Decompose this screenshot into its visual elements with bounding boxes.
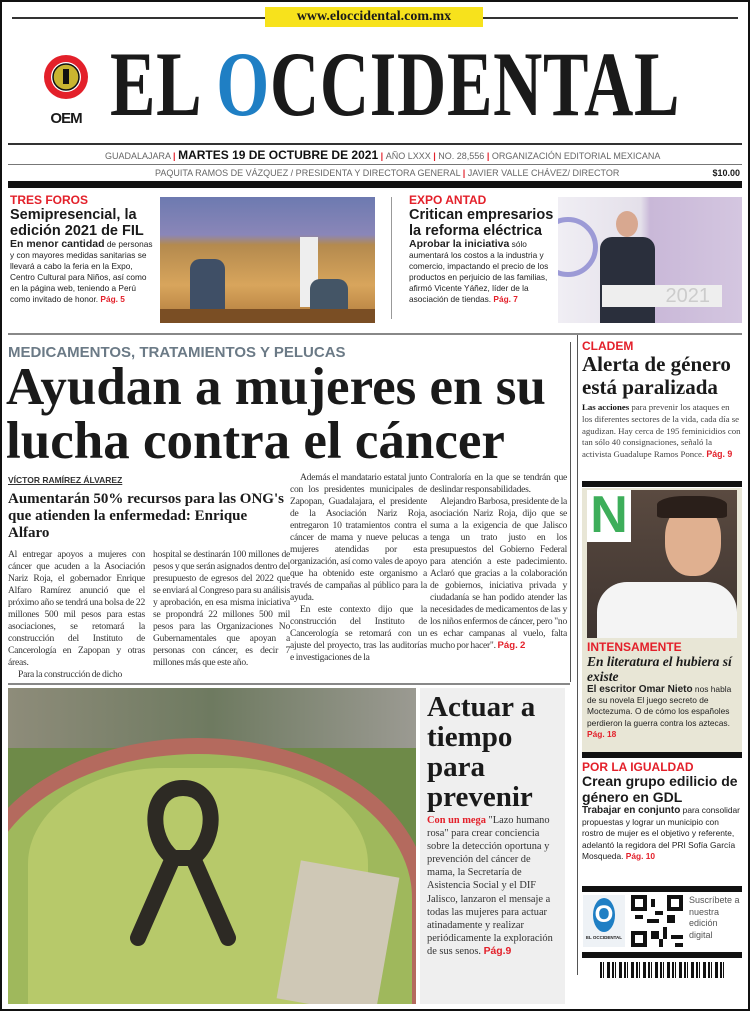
top-left-story[interactable] xyxy=(10,193,158,305)
staff-director: JAVIER VALLE CHÁVEZ/ DIRECTOR xyxy=(467,168,620,178)
paragraph: hospital se destinarán 100 millones de pesos y que serán asignados dentro del presupuesto de egresos del 2022 que se enviará al Congreso para su análisis y aprobación, en esa misma iniciativa se propondrá 22 millones 500 mil pesos para las Organizaciones No Gubernamentales que apoyan a personas con cáncer, es decir 7 millones más que este año. xyxy=(153,549,290,668)
subscribe-text[interactable]: Suscríbete a nuestra edición digital xyxy=(689,895,740,940)
page-ref[interactable]: Pág. 5 xyxy=(100,294,125,304)
person-right xyxy=(310,279,348,311)
story-summary xyxy=(587,684,739,740)
story-lead: En menor cantidad xyxy=(10,238,105,250)
table xyxy=(160,309,375,323)
author-shirt xyxy=(597,582,737,638)
intensamente-box[interactable] xyxy=(582,488,742,752)
story-summary xyxy=(582,402,742,461)
story-kicker: TRES FOROS xyxy=(10,193,89,207)
title-blue-o: O xyxy=(216,33,271,135)
story-headline[interactable]: Crean grupo edilicio de género en GDL xyxy=(582,773,738,805)
sidebar-bar xyxy=(582,952,742,958)
paragraph: Al entregar apoyos a mujeres con cáncer que acuden a la Asociación Nariz Roja, el gobernador Enrique Alfaro Ramírez anunció que el próximo año se tendrá una bolsa de 22 millones 500 mil pesos para estas asociaciones, se retomará la construcción del Instituto de Cancerología en Zapopan y otras áreas. xyxy=(8,549,145,668)
page-ref[interactable]: Pág. 18 xyxy=(587,728,617,739)
title-el: EL xyxy=(110,33,217,135)
photo-story-headline[interactable]: Actuar a tiempo para prevenir xyxy=(427,691,536,813)
story-text: de personas y con mayores medidas sanitarias se llevará a cabo la feria en la Expo, Centro Cultural para Niños, así como en la página web, teniendo a Perú como invitado de honor. xyxy=(10,239,153,304)
human-ribbon-aerial-photo xyxy=(8,688,416,1004)
article-column-1 xyxy=(8,549,145,681)
dateline-top-rule xyxy=(8,143,742,145)
page-ref[interactable]: Pág.9 xyxy=(483,945,512,957)
omar-nieto-photo xyxy=(587,490,737,638)
dateline: GUADALAJARA | MARTES 19 DE OCTUBRE DE 2021 | AÑO LXXX | NO. 28,556 | ORGANIZACIÓN EDITORIAL MEXICANA xyxy=(105,148,661,162)
article-column-2 xyxy=(153,549,290,681)
logo-caption: EL OCCIDENTAL xyxy=(585,935,623,940)
story-lead: Las acciones xyxy=(582,402,630,412)
story-lead: El escritor Omar Nieto xyxy=(587,684,693,695)
story-kicker: EXPO ANTAD xyxy=(409,193,487,207)
speaker-head xyxy=(616,211,638,237)
author-hair xyxy=(657,496,727,518)
main-headline-line2: lucha contra el cáncer xyxy=(6,412,505,470)
story-headline[interactable]: Alerta de género está paralizada xyxy=(582,352,731,399)
dateline-number: NO. 28,556 xyxy=(438,151,485,161)
staff-line: PAQUITA RAMOS DE VÁZQUEZ / PRESIDENTA Y DIRECTORA GENERAL | JAVIER VALLE CHÁVEZ/ DIRECTOR xyxy=(155,168,620,178)
logo-o: O xyxy=(593,898,615,932)
story-summary xyxy=(10,239,158,305)
article-columns-left xyxy=(8,549,290,681)
sidebar-divider xyxy=(577,335,578,975)
story-lead: Con un mega xyxy=(427,815,486,826)
newspaper-title xyxy=(110,33,681,135)
article-column-4 xyxy=(430,472,567,652)
page-ref[interactable]: Pág. 2 xyxy=(497,640,526,651)
story-headline[interactable]: Critican empresarios la reforma eléctrica xyxy=(409,207,554,239)
dateline-city: GUADALAJARA xyxy=(105,151,171,161)
dateline-year: AÑO LXXX xyxy=(385,151,431,161)
page-ref[interactable]: Pág. 9 xyxy=(706,449,733,460)
story-summary xyxy=(582,805,742,863)
dateline-org: ORGANIZACIÓN EDITORIAL MEXICANA xyxy=(491,151,661,161)
page-ref[interactable]: Pág. 7 xyxy=(493,294,518,304)
sidebar-bar xyxy=(582,752,742,758)
sidebar-bar xyxy=(582,886,742,892)
photo-top-rule xyxy=(8,683,570,685)
n-section-logo: N xyxy=(587,490,631,542)
story-text: para consolidar propuestas y lograr un municipio con rostro de mujer es el objetivo y referente, adelantó la regidora del PRI Sofía García Mosqueda. xyxy=(582,805,740,861)
paragraph: Además el mandatario estatal junto con los presidentes municipales de Zapopan, Guadalajara, el presidente de la Asociación Nariz Roja, entregaron 10 tratamientos contra el cáncer de mama y nueve pelucas a mujeres atendidas por esta organización, así como vales de apoyo que ha obtenido este organismo a través de campañas al público para la ayuda. xyxy=(290,472,427,603)
oem-logo xyxy=(36,50,96,127)
story-kicker: POR LA IGUALDAD xyxy=(582,760,694,774)
main-subhead: Aumentarán 50% recursos para las ONG's que atienden la enfermedad: Enrique Alfaro xyxy=(8,491,284,541)
story-kicker: INTENSAMENTE xyxy=(587,640,682,654)
story-headline[interactable]: Semipresencial, la edición 2021 de FIL xyxy=(10,207,144,239)
dateline-rule xyxy=(8,164,742,165)
paragraph: Alejandro Barbosa, presidente de la asociación Nariz Roja, dijo que se suma a la exigencia de que Jalisco tenga un trato justo en los presupuestos del Gobierno Federal para atención a este padecimiento. Aclaró que gracias a la colaboración de gobiernos, iniciativa privada y ciudadanía se han podido atender las necesidades de medicamentos de las y los niños enfermos de cáncer, pero "no es echar campanas al vuelo, falta mucho por hacer". xyxy=(430,496,567,651)
person-left xyxy=(190,259,225,311)
page-ref[interactable]: Pág. 10 xyxy=(625,851,656,861)
story-headline[interactable]: En literatura el hubiera sí existe xyxy=(587,654,732,684)
website-url[interactable]: www.eloccidental.com.mx xyxy=(265,7,483,27)
paragraph: Contraloría en la que se tendrán que deslindar responsabilidades. xyxy=(430,472,567,495)
antad-speaker-photo xyxy=(558,197,742,323)
paragraph-with-page-ref xyxy=(430,496,567,652)
photo-story-summary xyxy=(420,812,565,958)
pink-ribbon-formation xyxy=(128,778,238,948)
byline: VÍCTOR RAMÍREZ ÁLVAREZ xyxy=(8,475,123,485)
decor-ring xyxy=(558,217,598,277)
oem-logo-text: OEM xyxy=(50,110,82,127)
staff-president: PAQUITA RAMOS DE VÁZQUEZ / PRESIDENTA Y DIRECTORA GENERAL xyxy=(155,168,461,178)
main-left-block xyxy=(8,474,290,681)
subscribe-box[interactable] xyxy=(583,895,743,949)
qr-code-icon[interactable] xyxy=(631,895,683,947)
story-text: "Lazo humano rosa" para crear conciencia sobre la detección oportuna y prevención del cáncer de mama, la Secretaría de Asistencia Social y el DIF Jalisco, lanzaron el mensaje a todas las mujeres para actuar atinadamente y realizar periódicamente la exploración de sus senos. xyxy=(427,815,553,957)
fil-press-conference-photo xyxy=(160,197,375,323)
speaker-suit xyxy=(600,237,655,323)
story-summary xyxy=(409,239,557,305)
main-divider xyxy=(570,342,571,682)
story-kicker: CLADEM xyxy=(582,339,634,353)
top-divider xyxy=(391,197,392,319)
article-column-3 xyxy=(290,472,427,664)
story-text: nos habla de su novela El juego secreto de Moctezuma. O de cómo los españoles perdieron la guerra contra los aztecas. xyxy=(587,684,732,728)
main-headline-line1: Ayudan a mujeres en su xyxy=(6,358,546,416)
cladem-story[interactable] xyxy=(582,339,742,461)
barcode xyxy=(600,962,725,978)
story-lead: Aprobar la iniciativa xyxy=(409,238,510,250)
story-text: para prevenir los ataques en los diferentes sectores de la vida, cada día se agudizan. Hay cerca de 195 feminicidios con tan sólo 40 consignaciones, señaló la activista Guadalupe Ramos Ponce. xyxy=(582,402,741,460)
paragraph: En este contexto dijo que la construcción del Instituto de Cancerología se retomará con un ajuste del proyecto, tras las auditorías e investigaciones de la xyxy=(290,604,427,663)
story-text: sólo aumentará los costos a la industria y comercio, impactando el precio de los productos en perjuicio de las familias, afirmó Vicente Yáñez, líder de la asociación de tiendas. xyxy=(409,239,549,304)
podium: 2021 xyxy=(602,285,722,307)
masthead-black-bar xyxy=(8,181,742,188)
igualdad-story[interactable] xyxy=(582,760,742,863)
photo-story-box[interactable] xyxy=(420,688,565,1004)
el-occidental-small-logo xyxy=(583,895,625,947)
section-rule xyxy=(8,333,742,335)
dateline-date: MARTES 19 DE OCTUBRE DE 2021 xyxy=(178,148,379,162)
price: $10.00 xyxy=(712,168,740,178)
main-headline[interactable] xyxy=(6,360,546,468)
top-right-story[interactable] xyxy=(409,193,557,305)
paragraph: Para la construcción de dicho xyxy=(18,669,123,680)
main-kicker: MEDICAMENTOS, TRATAMIENTOS Y PELUCAS xyxy=(8,344,346,361)
title-ccidental: CCIDENTAL xyxy=(270,33,681,135)
sun-emblem-icon xyxy=(36,50,96,105)
sidebar-bar xyxy=(582,481,742,487)
story-lead: Trabajar en conjunto xyxy=(582,805,681,816)
